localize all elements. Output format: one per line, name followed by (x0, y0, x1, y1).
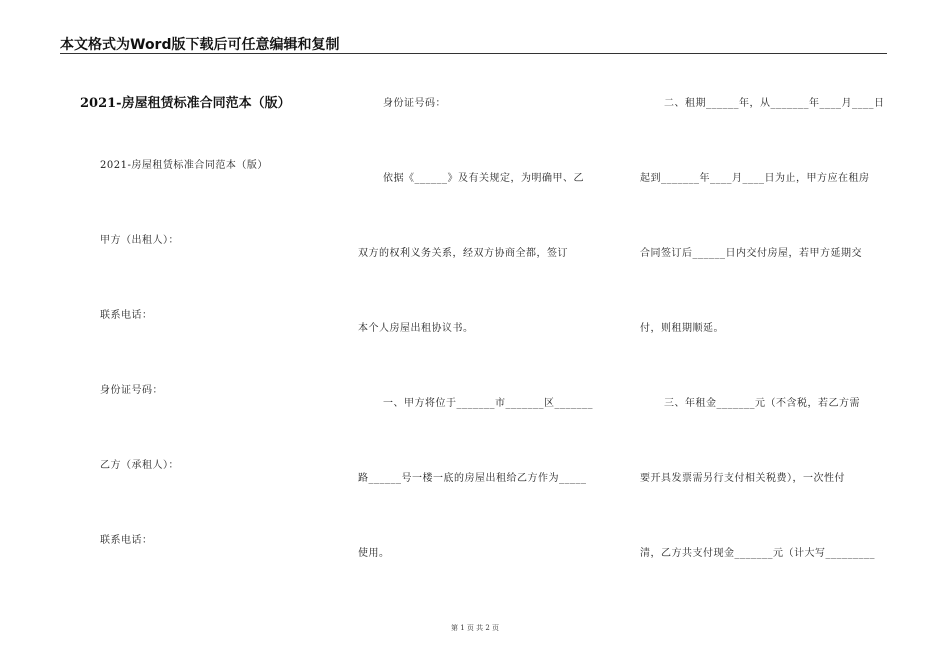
c2-line-6: 路______号一楼一底的房屋出租给乙方作为_____ (358, 473, 587, 484)
c1-line-4: 身份证号码： (100, 385, 163, 396)
c1-line-6: 联系电话： (100, 535, 153, 546)
c1-line-1: 2021-房屋租赁标准合同范本（版） (100, 160, 268, 171)
c3-line-2: 起到_______年____月____日为止，甲方应在租房 (640, 173, 870, 184)
header-divider (60, 53, 887, 54)
c1-line-5: 乙方（承租人）： (100, 460, 179, 471)
c2-line-1: 身份证号码： (383, 98, 446, 109)
c2-line-4: 本个人房屋出租协议书。 (358, 323, 474, 334)
c3-line-3: 合同签订后______日内交付房屋，若甲方延期交 (640, 248, 862, 259)
c3-line-6: 要开具发票需另行支付相关税费），一次性付 (640, 473, 845, 484)
page-number: 第 1 页 共 2 页 (450, 624, 500, 632)
document-title: 2021-房屋租赁标准合同范本（版） (80, 96, 291, 111)
c3-line-7: 清，乙方共支付现金_______元（计大写_________ (640, 548, 875, 559)
c2-line-3: 双方的权利义务关系，经双方协商全都，签订 (358, 248, 568, 259)
c1-line-2: 甲方（出租人）： (100, 235, 179, 246)
c3-line-5: 三、年租金_______元（不含税，若乙方需 (664, 398, 860, 409)
c3-line-4: 付，则租期顺延。 (640, 323, 724, 334)
c1-line-3: 联系电话： (100, 310, 153, 321)
c2-line-7: 使用。 (358, 548, 390, 559)
c2-line-5: 一、甲方将位于_______市_______区_______ (383, 398, 593, 409)
c3-line-1: 二、租期______年，从_______年____月____日 (664, 98, 885, 109)
c2-line-2: 依据《______》及有关规定，为明确甲、乙 (383, 173, 584, 184)
header-text: 本文格式为Word版下载后可任意编辑和复制 (60, 37, 340, 53)
